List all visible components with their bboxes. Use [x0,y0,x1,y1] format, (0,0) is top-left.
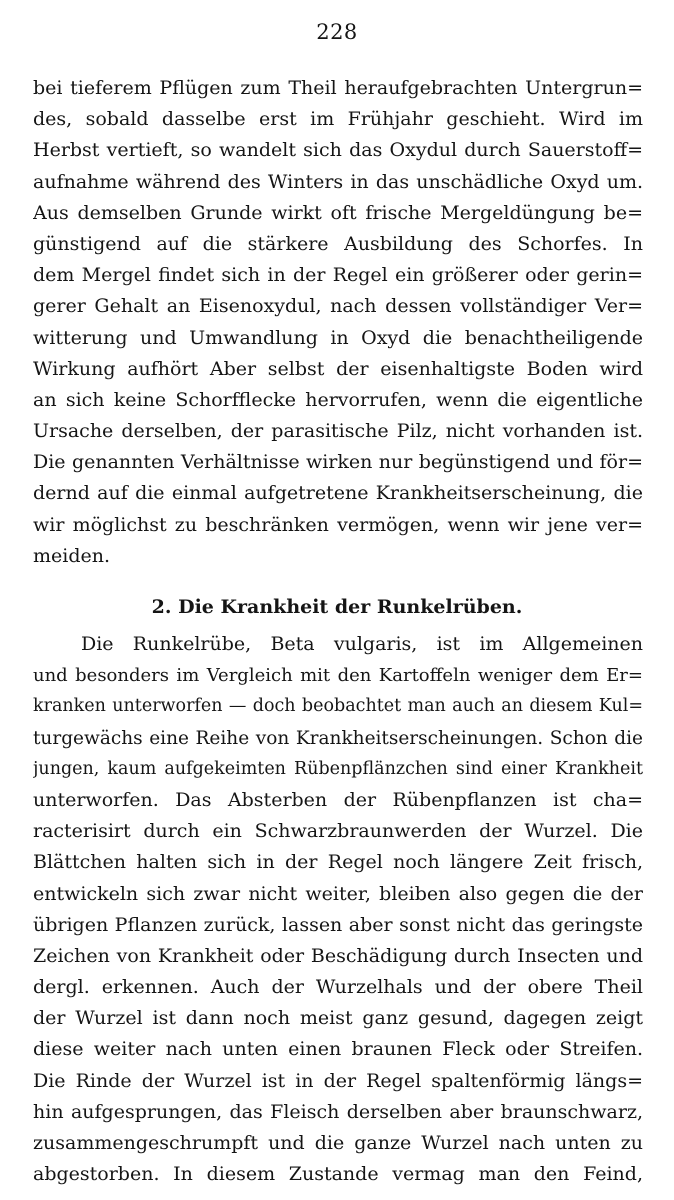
text-line: Die genannten Verhältnisse wirken nur begünstigend und för= [33,451,643,474]
section-heading: 2. Die Krankheit der Runkelrüben. [151,596,523,618]
text-line: Wirkung aufhört Aber selbst der eisenhaltigste Boden wird [33,357,643,380]
text-line: Die Runkelrübe, Beta vulgaris, ist im Allgemeinen [81,633,643,655]
text-line: aufnahme während des Winters in das unschädliche Oxyd um. [33,170,643,193]
paragraph-1 [33,73,643,572]
text-line: diese weiter nach unten einen braunen Fleck oder Streifen. [33,1038,643,1061]
text-line: witterung und Umwandlung in Oxyd die benachtheiligende [33,326,643,349]
text-line: bei tieferem Pflügen zum Theil heraufgebrachten Untergrun= [33,77,643,99]
text-line: dernd auf die einmal aufgetretene Krankheitserscheinung, die [33,482,643,505]
text-line: wir möglichst zu beschränken vermögen, wenn wir jene ver= [33,513,643,536]
text-line: dergl. erkennen. Auch der Wurzelhals und der obere Theil [33,976,643,999]
text-line: entwickeln sich zwar nicht weiter, bleiben also gegen die der [33,882,643,905]
text-line: und besonders im Vergleich mit den Kartoffeln weniger dem Er= [33,665,643,687]
text-line: meiden. [33,544,111,567]
text-line: Die Rinde der Wurzel ist in der Regel spaltenförmig längs= [33,1069,643,1092]
text-line: gerer Gehalt an Eisenoxydul, nach dessen vollständiger Ver= [33,295,643,318]
text-line: dem Mergel findet sich in der Regel ein größerer oder gerin= [33,264,643,287]
text-line: Blättchen halten sich in der Regel noch längere Zeit frisch, [33,851,643,874]
text-line: Herbst vertieft, so wandelt sich das Oxydul durch Sauerstoff= [33,139,643,162]
text-line: an sich keine Schorfflecke hervorrufen, wenn die eigentliche [33,388,643,411]
text-line: kranken unterworfen — doch beobachtet man auch an diesem Kul= [33,696,643,717]
text-line: hin aufgesprungen, das Fleisch derselben aber braunschwarz, [33,1100,643,1123]
text-line: der Wurzel ist dann noch meist ganz gesund, dagegen zeigt [33,1007,643,1030]
paragraph-2 [33,629,643,1190]
text-line: zusammengeschrumpft und die ganze Wurzel nach unten zu [33,1132,643,1154]
text-line: racterisirt durch ein Schwarzbraunwerden der Wurzel. Die [33,820,643,843]
text-line: turgewächs eine Reihe von Krankheitserscheinungen. Schon die [33,727,643,749]
text-line: jungen, kaum aufgekeimten Rübenpflänzchen sind einer Krankheit [33,758,643,779]
page-number: 228 [316,20,358,44]
text-line: Ursache derselben, der parasitische Pilz, nicht vorhanden ist. [33,420,643,443]
text-line: günstigend auf die stärkere Ausbildung des Schorfes. In [33,232,643,255]
text-line: abgestorben. In diesem Zustande vermag man den Feind, [33,1163,643,1186]
text-line: unterworfen. Das Absterben der Rübenpflanzen ist cha= [33,788,643,811]
text-line: übrigen Pflanzen zurück, lassen aber sonst nicht das geringste [33,913,643,936]
text-line: Zeichen von Krankheit oder Beschädigung durch Insecten und [33,944,643,967]
text-line: Aus demselben Grunde wirkt oft frische Mergeldüngung be= [33,201,643,224]
text-line: des, sobald dasselbe erst im Frühjahr geschieht. Wird im [33,108,643,131]
